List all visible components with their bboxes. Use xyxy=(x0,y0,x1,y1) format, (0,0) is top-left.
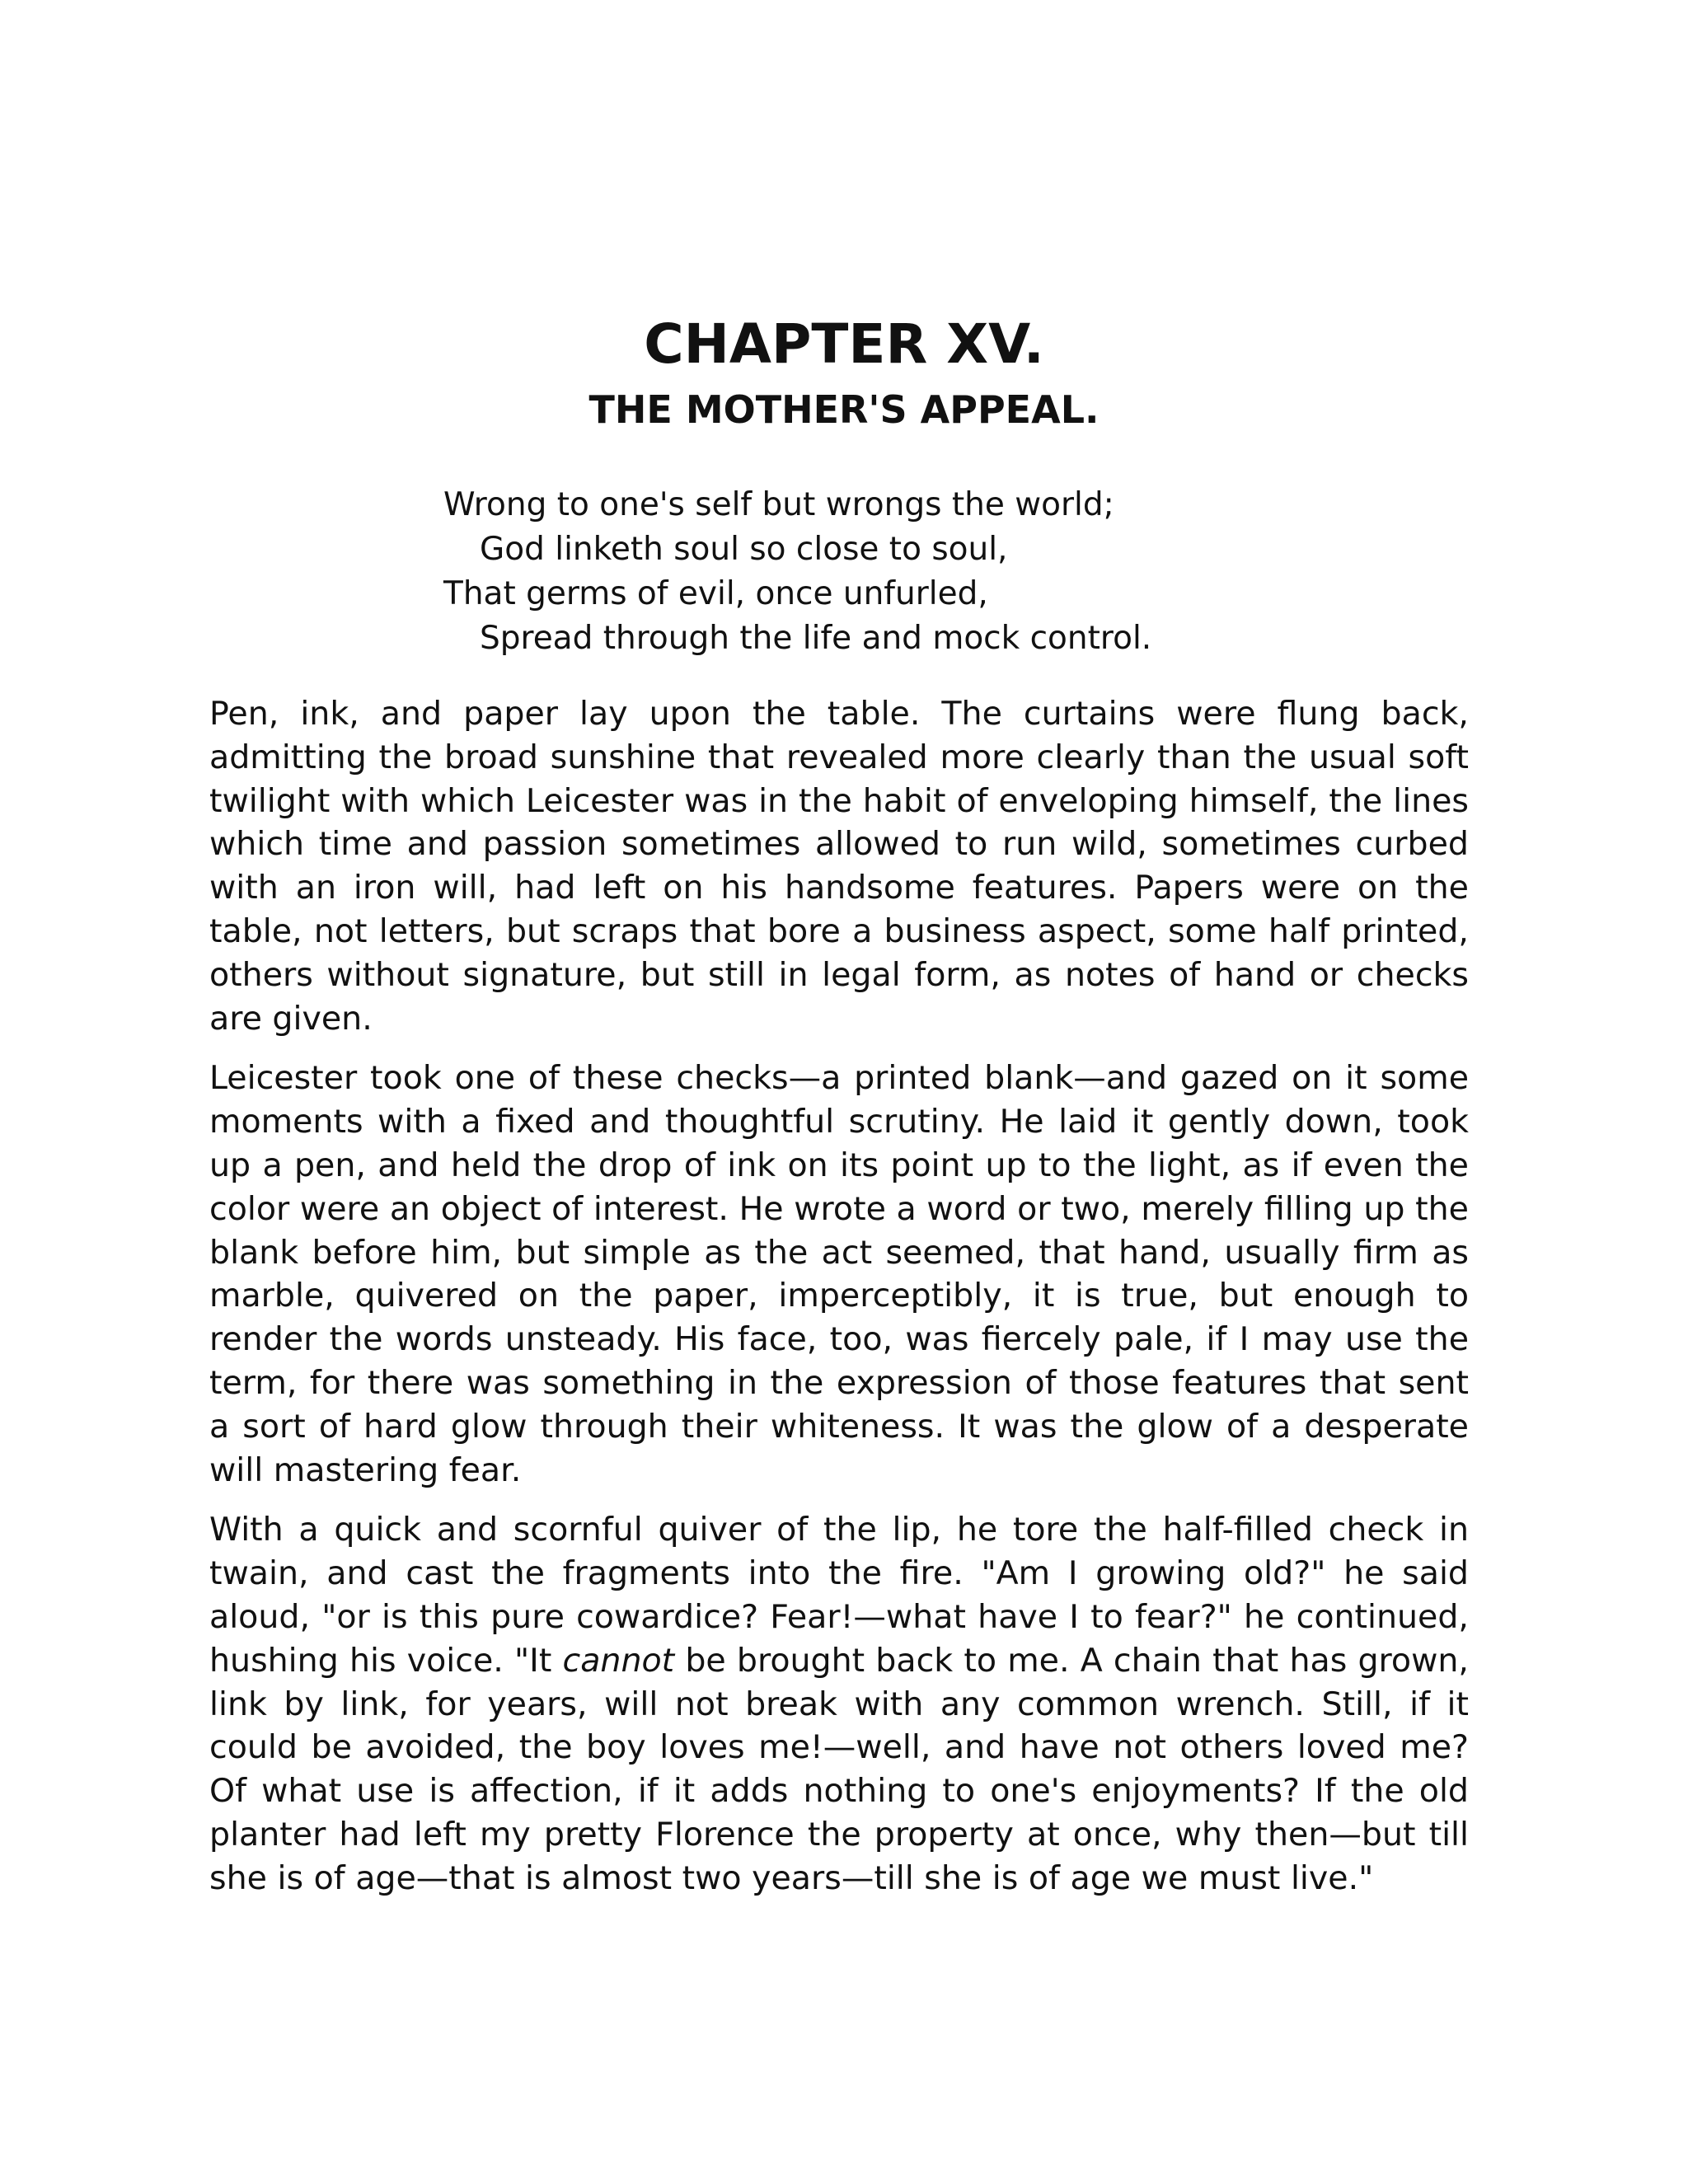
paragraph xyxy=(209,1508,1469,1900)
paragraph: Leicester took one of these checks—a printed blank—and gazed on it some moments with a fixed and thoughtful scrutiny. He laid it gently down, took up a pen, and held the drop of ink on its point up to the light, as if even the color were an object of interest. He wrote a word or two, merely filling up the blank before him, but simple as the act seemed, that hand, usually firm as marble, quivered on the paper, imperceptibly, it is true, but enough to render the words unsteady. His face, too, was fiercely pale, if I may use the term, for there was something in the expression of those features that sent a sort of hard glow through their whiteness. It was the glow of a desperate will mastering fear. xyxy=(209,1059,1469,1489)
chapter-title: THE MOTHER'S APPEAL. xyxy=(588,387,1100,432)
emphasized-word: cannot xyxy=(562,1641,675,1680)
paragraph-text: be brought back to me. A chain that has grown, link by link, for years, will not break with any common wrench. Still, if it could be avoided, the boy loves me!—well, and have not others loved me? Of what use is affection, if it adds nothing to one's enjoyments? If the old planter had left my pretty Florence the property at once, why then—but till she is of age—that is almost two years—till she is of age we must live." xyxy=(209,1641,1469,1897)
paragraph-text: With a quick and scornful quiver of the lip, he tore the half-filled check in twain, and cast the fragments into the fire. "Am I growing old?" he said aloud, "or is this pure cowardice? Fear!—what have I to fear?" he continued, hushing his voice. "It xyxy=(209,1511,1469,1680)
epigraph-line: God linketh soul so close to soul, xyxy=(480,531,1008,568)
epigraph-line: Spread through the life and mock control. xyxy=(480,620,1152,657)
epigraph-poem xyxy=(443,483,1350,661)
chapter-body xyxy=(209,692,1469,1917)
chapter-number: CHAPTER XV. xyxy=(644,312,1044,376)
paragraph: Pen, ink, and paper lay upon the table. The curtains were flung back, admitting the broad sunshine that revealed more clearly than the usual soft twilight with which Leicester was in the habit of enveloping himself, the lines which time and passion sometimes allowed to run wild, sometimes curbed with an iron will, had left on his handsome features. Papers were on the table, not letters, but scraps that bore a business aspect, some half printed, others without signature, but still in legal form, as notes of hand or checks are given. xyxy=(209,695,1469,1038)
epigraph-line: That germs of evil, once unfurled, xyxy=(443,575,988,612)
epigraph-line: Wrong to one's self but wrongs the world; xyxy=(443,486,1114,523)
